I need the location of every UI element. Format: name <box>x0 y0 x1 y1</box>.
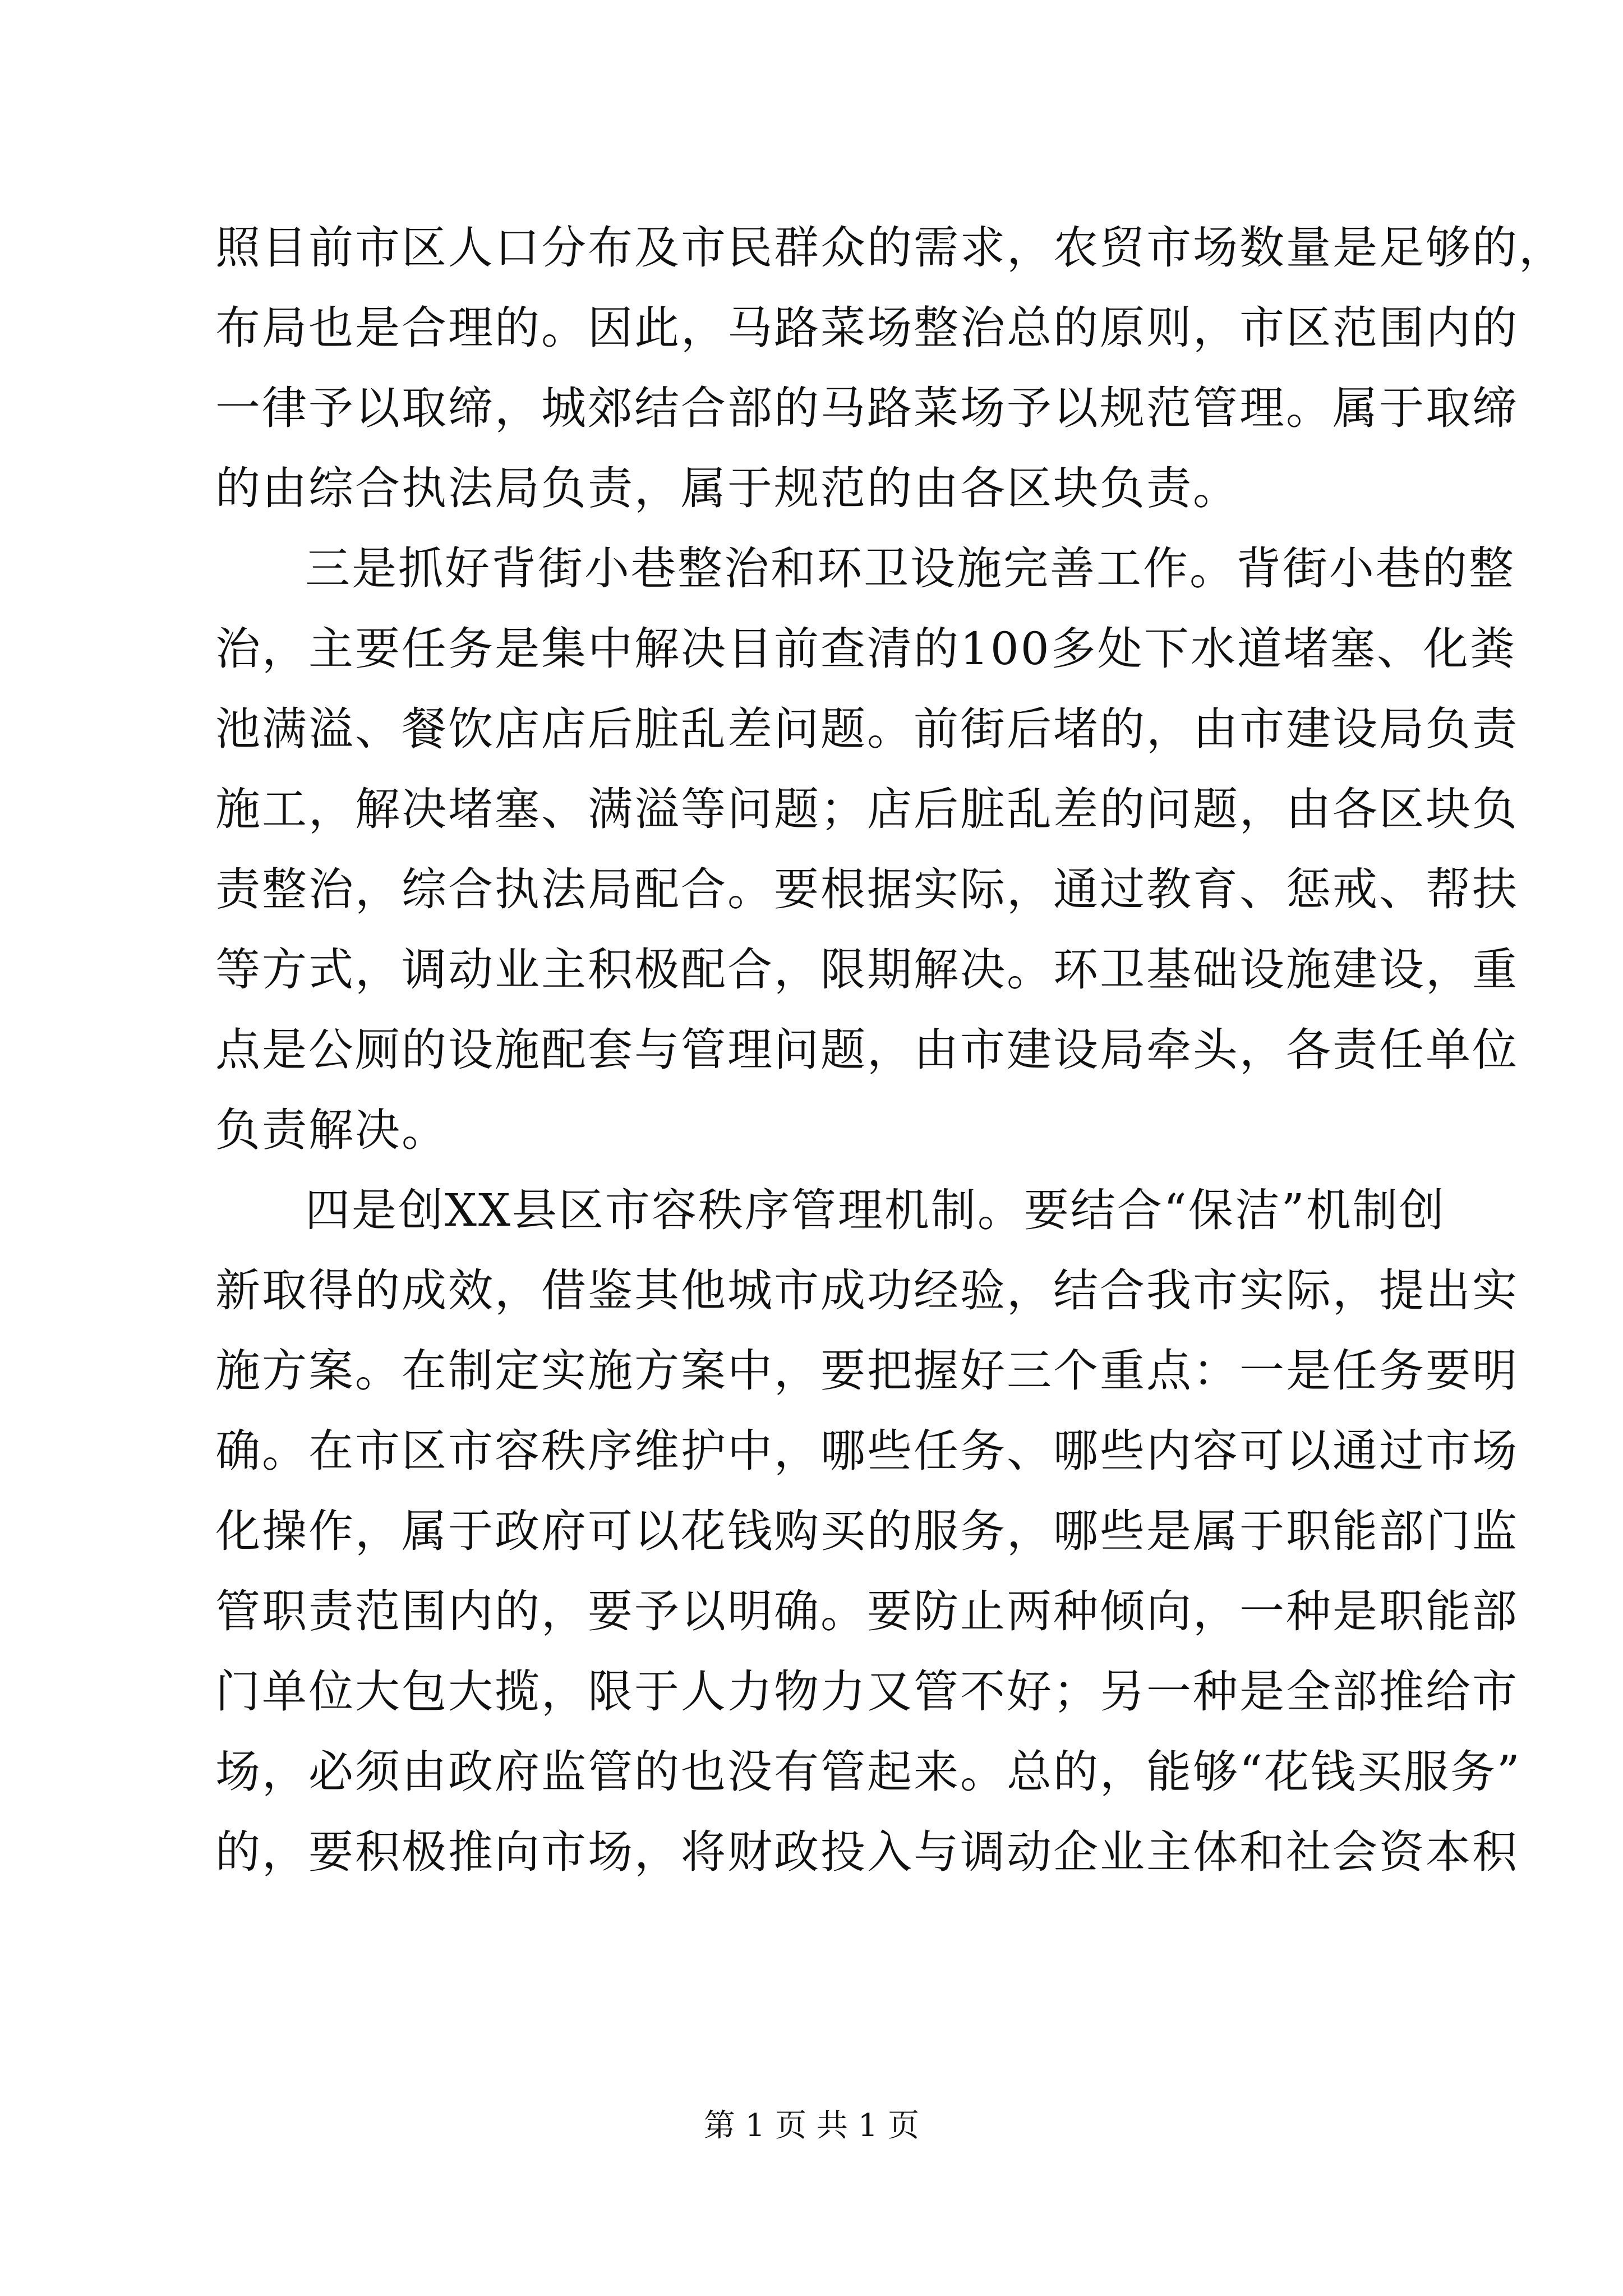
paragraph-four-start: 四是创XX县区市容秩序管理机制。要结合“保洁”机制创 <box>305 1184 1446 1236</box>
text-line-16: 确。在市区市容秩序维护中，哪些任务、哪些内容可以通过市场 <box>215 1425 1519 1477</box>
text-line-9: 责整治，综合执法局配合。要根据实际，通过教育、惩戒、帮扶 <box>215 863 1519 915</box>
text-line-14: 新取得的成效，借鉴其他城市成功经验，结合我市实际，提出实 <box>215 1264 1519 1317</box>
text-line-1: 照目前市区人口分布及市民群众的需求，农贸市场数量是足够的， <box>215 222 1565 274</box>
text-line-4: 的由综合执法局负责，属于规范的由各区块负责。 <box>215 462 1239 514</box>
text-line-7: 池满溢、餐饮店店后脏乱差问题。前街后堵的，由市建设局负责 <box>215 703 1519 755</box>
text-line-2: 布局也是合理的。因此，马路菜场整治总的原则，市区范围内的 <box>215 302 1519 354</box>
text-line-20: 场，必须由政府监管的也没有管起来。总的，能够“花钱买服务” <box>215 1746 1521 1798</box>
text-line-18: 管职责范围内的，要予以明确。要防止两种倾向，一种是职能部 <box>215 1585 1519 1637</box>
page-footer: 第 1 页 共 1 页 <box>703 2108 920 2144</box>
text-line-6: 治，主要任务是集中解决目前查清的100多处下水道堵塞、化粪 <box>215 623 1516 675</box>
text-line-21: 的，要积极推向市场，将财政投入与调动企业主体和社会资本积 <box>215 1826 1519 1878</box>
text-line-19: 门单位大包大揽，限于人力物力又管不好；另一种是全部推给市 <box>215 1665 1519 1718</box>
text-line-3: 一律予以取缔，城郊结合部的马路菜场予以规范管理。属于取缔 <box>215 382 1519 434</box>
document-body <box>215 208 1565 1892</box>
text-line-15: 施方案。在制定实施方案中，要把握好三个重点：一是任务要明 <box>215 1345 1519 1397</box>
text-line-12: 负责解决。 <box>215 1104 448 1156</box>
text-line-11: 点是公厕的设施配套与管理问题，由市建设局牵头，各责任单位 <box>215 1024 1519 1076</box>
paragraph-three-start: 三是抓好背街小巷整治和环卫设施完善工作。背街小巷的整 <box>305 542 1515 595</box>
text-line-8: 施工，解决堵塞、满溢等问题；店后脏乱差的问题，由各区块负 <box>215 783 1519 835</box>
text-line-10: 等方式，调动业主积极配合，限期解决。环卫基础设施建设，重 <box>215 944 1519 996</box>
text-line-17: 化操作，属于政府可以花钱购买的服务，哪些是属于职能部门监 <box>215 1505 1519 1557</box>
